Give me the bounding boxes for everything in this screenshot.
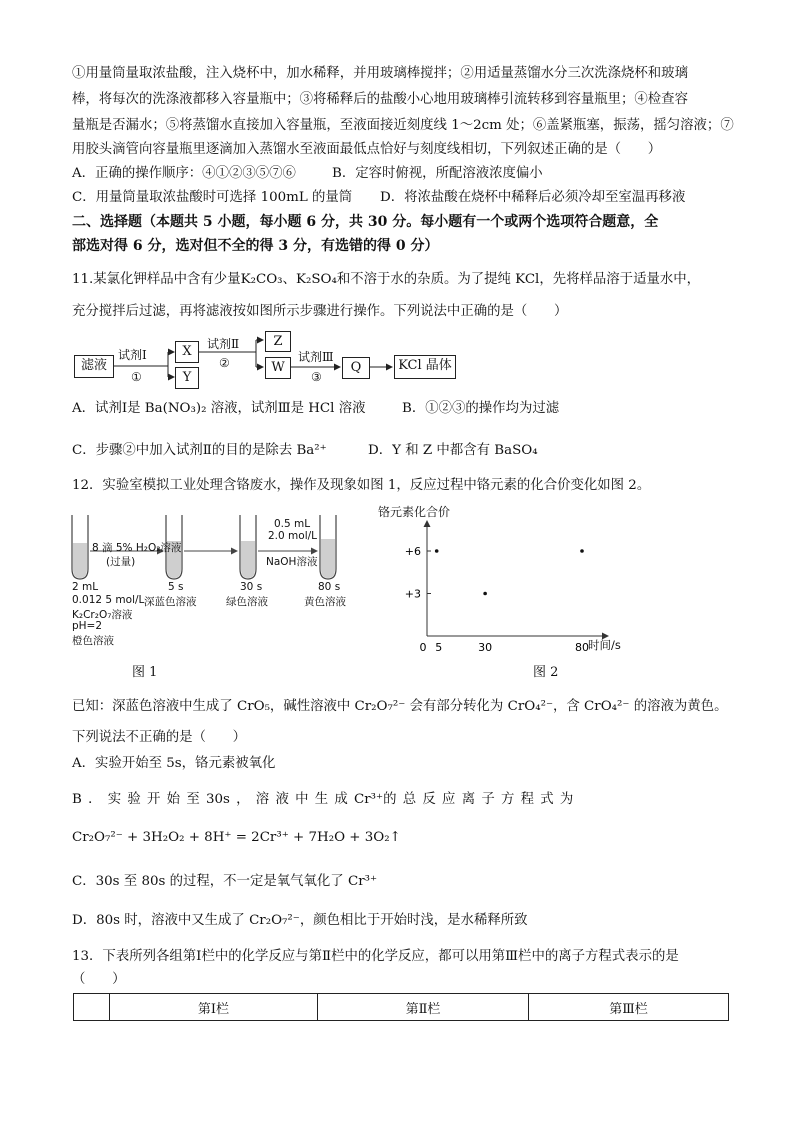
flow-box-kcl-crystal: KCl 晶体: [394, 355, 456, 379]
q10-option-a: A．正确的操作顺序：④①②③⑤⑦⑥: [72, 166, 296, 181]
fig1-reagent-h2o2: 8 滴 5% H₂O₂溶液: [92, 542, 182, 554]
q12-option-a: A．实验开始至 5s，铬元素被氧化: [72, 756, 276, 771]
flow-box-w: W: [265, 357, 291, 379]
fig1-naoh-conc: 2.0 mol/L: [268, 530, 317, 542]
flow-reagent-1: 试剂Ⅰ: [118, 348, 147, 362]
q13-stem-1: 13．下表所列各组第Ⅰ栏中的化学反应与第Ⅱ栏中的化学反应，都可以用第Ⅲ栏中的离子方程式表示的是: [72, 949, 679, 964]
flow-box-z: Z: [265, 331, 291, 352]
q12-known: 已知：深蓝色溶液中生成了 CrO₅，碱性溶液中 Cr₂O₇²⁻ 会有部分转化为 CrO₄²⁻，含 CrO₄²⁻ 的溶液为黄色。: [72, 699, 728, 714]
fig2-x-tick-label: 30: [478, 641, 493, 654]
fig1-time-30s: 30 s: [240, 581, 263, 593]
fig2-data-point: [435, 549, 439, 553]
fig1-color-5s: 深蓝色溶液: [144, 596, 197, 608]
q12-option-b-equation: Cr₂O₇²⁻ + 3H₂O₂ + 8H⁺ = 2Cr³⁺ + 7H₂O + 3O₂↑: [72, 830, 401, 845]
q10-option-d: D．将浓盐酸在烧杯中稀释后必须冷却至室温再移液: [380, 190, 686, 205]
table-header-blank: [74, 994, 110, 1021]
fig2-x-tick-label: 5: [435, 641, 443, 654]
fig1-reagent-h2o2-note: (过量): [106, 556, 136, 568]
fig1-start-color: 橙色溶液: [72, 635, 114, 647]
table-header-row: [74, 994, 729, 1021]
q12-figure-1: [70, 505, 370, 680]
flow-step-2: ②: [219, 356, 230, 370]
q10-option-c: C．用量筒量取浓盐酸时可选择 100mL 的量筒: [72, 190, 353, 205]
fig2-y-tick-label: +6: [404, 545, 421, 558]
fig1-start-volume: 2 mL: [72, 581, 99, 593]
fig1-naoh-volume: 0.5 mL: [274, 518, 311, 530]
q12-figure-2: [370, 505, 670, 680]
fig2-chart: [370, 505, 670, 655]
flow-box-x: X: [175, 341, 199, 363]
fig1-time-80s: 80 s: [318, 581, 341, 593]
fig1-color-80s: 黄色溶液: [304, 596, 346, 608]
q11-option-b: B．①②③的操作均为过滤: [402, 401, 560, 416]
fig1-naoh-name: NaOH溶液: [266, 556, 318, 568]
flow-box-filtrate: 滤液: [74, 355, 114, 378]
fig1-caption: 图 1: [132, 665, 158, 680]
q11-stem-1: 11.某氯化钾样品中含有少量K₂CO₃、K₂SO₄和不溶于水的杂质。为了提纯 KCl，先将样品溶于适量水中，: [72, 272, 701, 287]
q10-line-3: 量瓶是否漏水；⑤将蒸馏水直接加入容量瓶，至液面接近刻度线 1～2cm 处；⑥盖紧瓶塞，振荡，摇匀溶液；⑦: [72, 118, 734, 133]
q10-line-4: 用胶头滴管向容量瓶里逐滴加入蒸馏水至液面最低点恰好与刻度线相切，下列叙述正确的是（ ）: [72, 142, 662, 157]
q12-option-d: D．80s 时，溶液中又生成了 Cr₂O₇²⁻，颜色相比于开始时浅，是水稀释所致: [72, 913, 528, 928]
fig2-x-tick-label: 80: [575, 641, 589, 654]
q10-line-2: 棒，将每次的洗涤液都移入容量瓶中；③将稀释后的盐酸小心地用玻璃棒引流转移到容量瓶里；④检查容: [72, 92, 688, 107]
q12-option-c: C．30s 至 80s 的过程，不一定是氧气氧化了 Cr³⁺: [72, 874, 378, 889]
fig2-data-point: [580, 549, 584, 553]
q11-stem-2: 充分搅拌后过滤，再将滤液按如图所示步骤进行操作。下列说法中正确的是（ ）: [72, 304, 568, 319]
fig2-y-axis-label: 铬元素化合价: [378, 505, 451, 519]
flow-reagent-3: 试剂Ⅲ: [298, 350, 334, 364]
flow-box-q: Q: [342, 357, 370, 379]
table-header-col-2: 第Ⅱ栏: [318, 994, 529, 1021]
q11-option-d: D．Y 和 Z 中都含有 BaSO₄: [368, 443, 538, 458]
fig2-caption: 图 2: [533, 665, 559, 680]
fig2-data-point: [483, 592, 487, 596]
fig1-time-5s: 5 s: [168, 581, 184, 593]
flow-step-1: ①: [131, 370, 142, 384]
table-header-col-1: 第Ⅰ栏: [110, 994, 318, 1021]
fig1-color-30s: 绿色溶液: [226, 596, 268, 608]
flow-step-3: ③: [311, 370, 322, 384]
table-header-col-3: 第Ⅲ栏: [529, 994, 729, 1021]
fig1-start-conc: 0.012 5 mol/L: [72, 594, 145, 606]
fig2-x-tick-label: 0: [419, 641, 427, 654]
q12-stem: 12．实验室模拟工业处理含铬废水，操作及现象如图 1，反应过程中铬元素的化合价变化如图 2。: [72, 478, 651, 493]
fig1-start-solution: K₂Cr₂O₇溶液: [72, 609, 133, 621]
fig1-start-ph: pH=2: [72, 620, 103, 632]
section-heading-1: 二、选择题（本题共 5 小题，每小题 6 分，共 30 分。每小题有一个或两个选项符合题意，全: [72, 214, 659, 230]
q10-option-b: B．定容时俯视，所配溶液浓度偏小: [332, 166, 543, 181]
q11-option-a: A．试剂Ⅰ是 Ba(NO₃)₂ 溶液，试剂Ⅲ是 HCl 溶液: [72, 401, 366, 416]
fig2-y-tick-label: +3: [404, 587, 421, 601]
section-heading-2: 部选对得 6 分，选对但不全的得 3 分，有选错的得 0 分）: [72, 238, 439, 254]
flow-box-y: Y: [175, 367, 199, 389]
q10-line-1: ①用量筒量取浓盐酸，注入烧杯中，加水稀释，并用玻璃棒搅拌；②用适量蒸馏水分三次洗涤烧杯和玻璃: [72, 66, 688, 81]
q12-option-b-line-1: B ． 实 验 开 始 至 30s ， 溶 液 中 生 成 Cr³⁺的 总 反 应 离 子 方 程 式 为: [72, 792, 574, 807]
flow-reagent-2: 试剂Ⅱ: [207, 337, 240, 351]
q13-stem-2: （ ）: [72, 972, 126, 987]
q12-ask: 下列说法不正确的是（ ）: [72, 730, 247, 745]
q11-option-c: C．步骤②中加入试剂Ⅱ的目的是除去 Ba²⁺: [72, 443, 327, 458]
q13-table: [73, 993, 729, 1021]
fig2-x-axis-label: 时间/s: [588, 638, 621, 652]
